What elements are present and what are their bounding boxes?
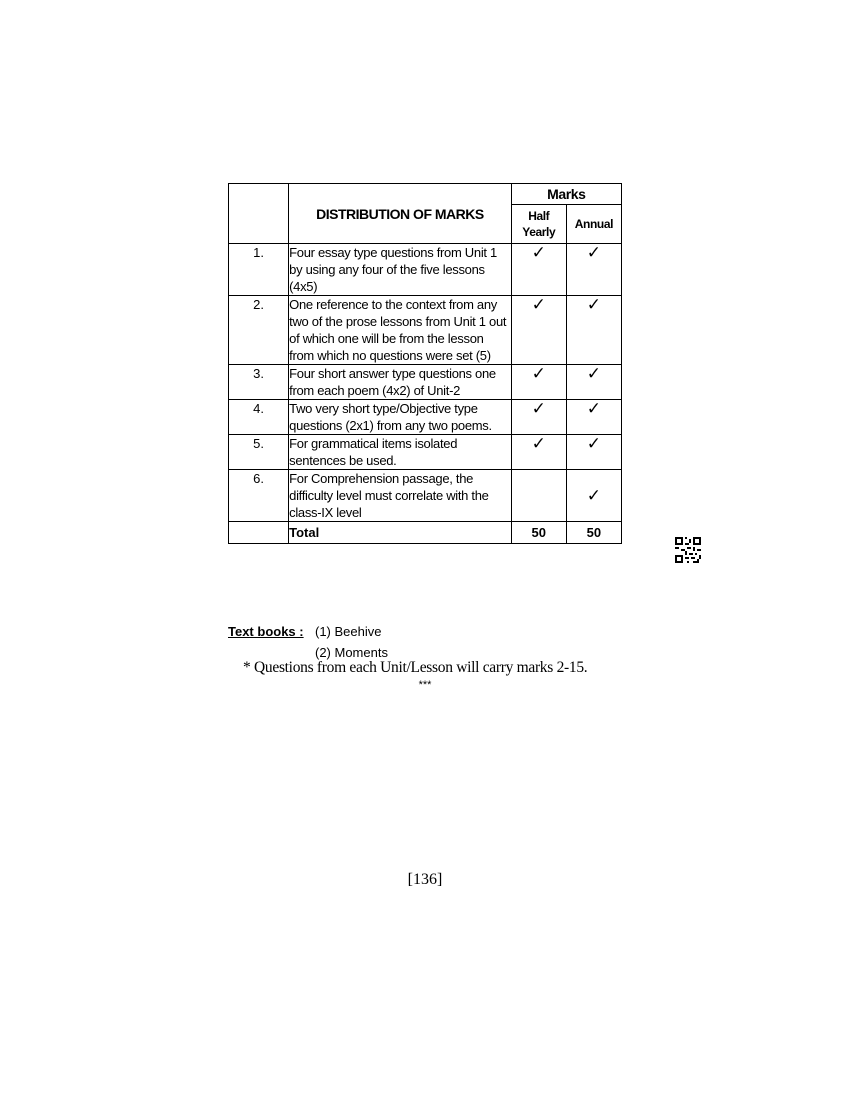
annual-cell <box>566 470 621 522</box>
serial-header-cell <box>229 184 289 244</box>
table-row <box>229 365 622 400</box>
marks-distribution-table <box>228 183 622 544</box>
table-row <box>229 400 622 435</box>
half-yearly-cell <box>511 296 566 365</box>
half-yearly-header-line1: Half <box>528 209 550 223</box>
qr-code-icon <box>675 537 701 563</box>
row-description: Four short answer type questions one from each poem (4x2) of Unit-2 <box>289 365 512 400</box>
textbook-item-1: (1) Beehive <box>315 624 382 639</box>
total-row <box>229 522 622 544</box>
marks-note: * Questions from each Unit/Lesson will carry marks 2-15. <box>243 659 588 676</box>
annual-cell <box>566 296 621 365</box>
textbook-item-2: (2) Moments <box>315 645 388 660</box>
row-number: 2. <box>229 296 289 365</box>
annual-tick-icon: ✓ <box>586 399 602 418</box>
half-yearly-tick-icon: ✓ <box>531 399 546 418</box>
half-yearly-tick-icon: ✓ <box>531 364 546 383</box>
annual-tick-icon: ✓ <box>586 295 602 314</box>
table-title: DISTRIBUTION OF MARKS <box>289 184 512 244</box>
table-row <box>229 435 622 470</box>
half-yearly-cell <box>511 470 566 522</box>
total-blank-cell <box>229 522 289 544</box>
annual-tick-icon: ✓ <box>586 364 602 383</box>
annual-tick-icon: ✓ <box>586 434 602 453</box>
annual-tick-icon: ✓ <box>586 243 602 262</box>
row-description: Two very short type/Objective type questions (2x1) from any two poems. <box>289 400 512 435</box>
row-description: Four essay type questions from Unit 1 by using any four of the five lessons (4x5) <box>289 244 512 296</box>
half-yearly-header <box>511 205 566 244</box>
row-description: One reference to the context from any two of the prose lessons from Unit 1 out of which one will be from the lesson from which no questions were set (5) <box>289 296 512 365</box>
annual-header: Annual <box>566 205 621 244</box>
annual-cell <box>566 365 621 400</box>
half-yearly-tick-icon: ✓ <box>531 295 546 314</box>
textbooks-label: Text books : <box>228 624 304 639</box>
row-number: 3. <box>229 365 289 400</box>
textbooks-section <box>228 621 388 663</box>
row-number: 5. <box>229 435 289 470</box>
total-annual: 50 <box>566 522 621 544</box>
table-row <box>229 244 622 296</box>
table-row <box>229 470 622 522</box>
page-number: [136] <box>407 871 443 888</box>
row-number: 1. <box>229 244 289 296</box>
annual-cell <box>566 435 621 470</box>
table-body <box>229 244 622 522</box>
annual-tick-icon: ✓ <box>586 486 602 505</box>
table-row <box>229 296 622 365</box>
row-number: 4. <box>229 400 289 435</box>
annual-cell <box>566 400 621 435</box>
marks-header: Marks <box>511 184 621 205</box>
half-yearly-tick-icon: ✓ <box>531 243 546 262</box>
half-yearly-cell <box>511 435 566 470</box>
half-yearly-tick-icon: ✓ <box>531 434 546 453</box>
half-yearly-header-line2: Yearly <box>522 225 556 239</box>
half-yearly-cell <box>511 400 566 435</box>
row-number: 6. <box>229 470 289 522</box>
total-half-yearly: 50 <box>511 522 566 544</box>
separator-stars: *** <box>418 679 432 691</box>
half-yearly-cell <box>511 244 566 296</box>
half-yearly-cell <box>511 365 566 400</box>
row-description: For Comprehension passage, the difficulty level must correlate with the class-IX level <box>289 470 512 522</box>
total-label: Total <box>289 522 512 544</box>
annual-cell <box>566 244 621 296</box>
row-description: For grammatical items isolated sentences be used. <box>289 435 512 470</box>
